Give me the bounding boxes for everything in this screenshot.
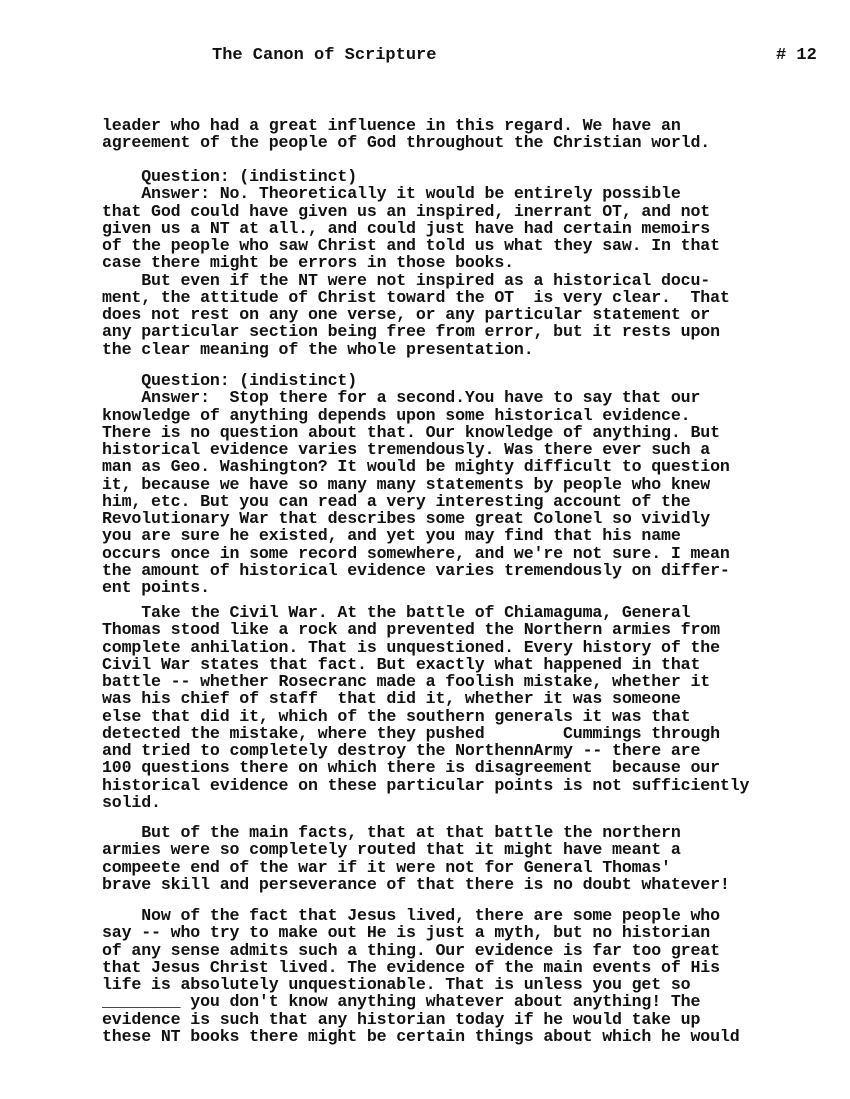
paragraph bbox=[102, 168, 802, 358]
text-line: does not rest on any one verse, or any particular statement or bbox=[102, 305, 711, 324]
text-line: 100 questions there on which there is disagreement because our bbox=[102, 758, 720, 778]
text-line: Answer: No. Theoretically it would be entirely possible bbox=[102, 184, 681, 204]
text-line: battle -- whether Rosecranc made a foolish mistake, whether it bbox=[102, 672, 711, 691]
paragraph bbox=[102, 824, 802, 893]
text-line: of the people who saw Christ and told us what they saw. In that bbox=[102, 236, 720, 255]
text-line: armies were so completely routed that it might have meant a bbox=[102, 840, 681, 860]
text-line: any particular section being free from error, but it rests upon bbox=[102, 322, 720, 342]
document-title: The Canon of Scripture bbox=[212, 46, 437, 65]
text-line: agreement of the people of God throughout the Christian world. bbox=[102, 133, 711, 153]
text-line: historical evidence varies tremendously. Was there ever such a bbox=[102, 440, 711, 459]
text-line: brave skill and perseverance of that there is no doubt whatever! bbox=[102, 874, 730, 894]
paragraph bbox=[102, 907, 802, 1045]
paragraph bbox=[102, 117, 802, 152]
text-line: solid. bbox=[102, 792, 161, 812]
text-line: Revolutionary War that describes some great Colonel so vividly bbox=[102, 509, 711, 528]
text-line: Question: (indistinct) bbox=[102, 371, 358, 390]
paragraph bbox=[102, 372, 802, 596]
text-line: Question: (indistinct) bbox=[102, 167, 358, 186]
text-line: ment, the attitude of Christ toward the OT is very clear. That bbox=[102, 287, 730, 307]
text-line: of any sense admits such a thing. Our evidence is far too great bbox=[102, 940, 720, 960]
text-line: case there might be errors in those books. bbox=[102, 253, 514, 273]
text-line: that Jesus Christ lived. The evidence of the main events of His bbox=[102, 957, 720, 977]
text-line: occurs once in some record somewhere, and we're not sure. I mean bbox=[102, 543, 730, 563]
text-line: historical evidence on these particular points is not sufficiently bbox=[102, 775, 750, 795]
text-line: the amount of historical evidence varies tremendously on differ- bbox=[102, 560, 730, 580]
text-line: the clear meaning of the whole presentation. bbox=[102, 339, 534, 359]
text-line: evidence is such that any historian today if he would take up bbox=[102, 1009, 701, 1029]
text-line: these NT books there might be certain things about which he would bbox=[102, 1026, 740, 1046]
text-line: Thomas stood like a rock and prevented the Northern armies from bbox=[102, 620, 720, 640]
text-line: detected the mistake, where they pushed Cummings through bbox=[102, 723, 720, 743]
page-number: # 12 bbox=[776, 46, 817, 65]
text-line: Now of the fact that Jesus lived, there are some people who bbox=[102, 906, 720, 925]
text-line: But even if the NT were not inspired as a historical docu- bbox=[102, 270, 711, 290]
text-line: Answer: Stop there for a second.You have to say that our bbox=[102, 388, 701, 408]
text-line: say -- who try to make out He is just a myth, but no historian bbox=[102, 923, 711, 943]
text-line: given us a NT at all., and could just have had certain memoirs bbox=[102, 218, 711, 238]
text-line: But of the main facts, that at that battle the northern bbox=[102, 823, 681, 842]
text-line: Civil War states that fact. But exactly what happened in that bbox=[102, 654, 701, 674]
text-line: Take the Civil War. At the battle of Chiamaguma, General bbox=[102, 603, 691, 622]
text-line: that God could have given us an inspired, inerrant OT, and not bbox=[102, 201, 711, 221]
text-line: complete anhilation. That is unquestioned. Every history of the bbox=[102, 637, 720, 657]
text-line: was his chief of staff that did it, whether it was someone bbox=[102, 689, 681, 709]
text-line: man as Geo. Washington? It would be mighty difficult to question bbox=[102, 457, 730, 477]
text-line: There is no question about that. Our knowledge of anything. But bbox=[102, 422, 720, 442]
text-line: ________ you don't know anything whatever about anything! The bbox=[102, 992, 701, 1012]
text-line: and tried to completely destroy the NorthennArmy -- there are bbox=[102, 741, 701, 760]
text-line: him, etc. But you can read a very interesting account of the bbox=[102, 491, 691, 511]
text-line: it, because we have so many many statements by people who knew bbox=[102, 474, 711, 494]
text-line: knowledge of anything depends upon some historical evidence. bbox=[102, 405, 691, 425]
paragraph bbox=[102, 604, 802, 811]
text-line: compeete end of the war if it were not for General Thomas' bbox=[102, 857, 671, 877]
text-line: you are sure he existed, and yet you may find that his name bbox=[102, 526, 681, 546]
text-line: else that did it, which of the southern generals it was that bbox=[102, 706, 691, 726]
text-line: life is absolutely unquestionable. That is unless you get so bbox=[102, 975, 691, 994]
text-line: leader who had a great influence in this regard. We have an bbox=[102, 116, 681, 135]
text-line: ent points. bbox=[102, 578, 210, 597]
